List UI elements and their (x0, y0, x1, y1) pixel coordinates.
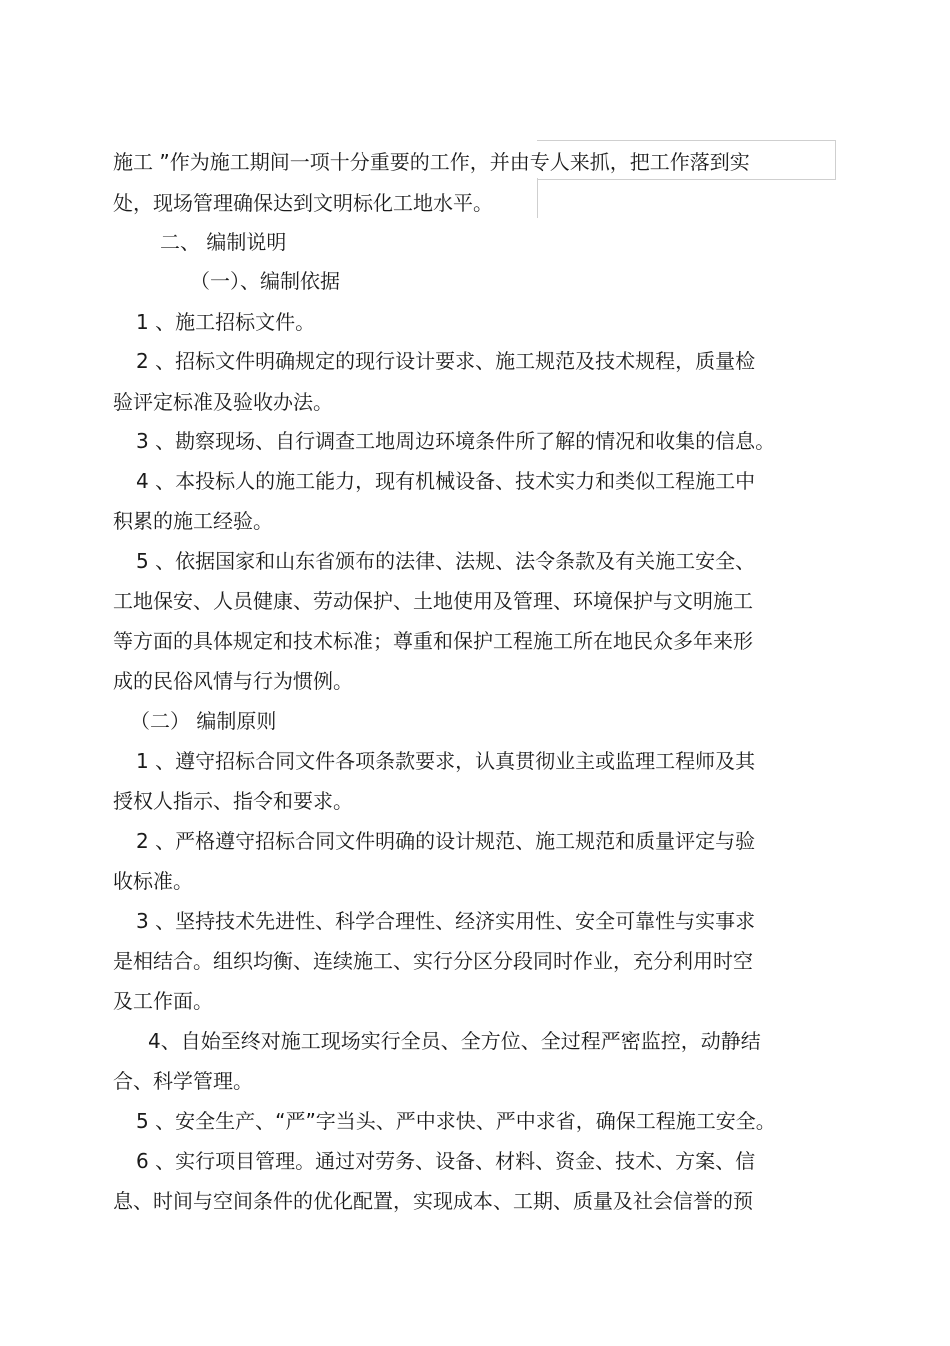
paragraph-line: 收标准。 (113, 869, 193, 893)
paragraph-line: 施工 ”作为施工期间一项十分重要的工作，并由专人来抓，把工作落到实 (113, 150, 750, 174)
list-item: 1 、施工招标文件。 (136, 310, 316, 334)
paragraph-line: 工地保安、人员健康、劳动保护、土地使用及管理、环境保护与文明施工 (113, 589, 753, 613)
paragraph-line: 积累的施工经验。 (113, 509, 273, 533)
subsection-heading: （一）、编制依据 (190, 269, 340, 293)
paragraph-line: 是相结合。组织均衡、连续施工、实行分区分段同时作业，充分利用时空 (113, 949, 753, 973)
frame-line (537, 178, 538, 218)
paragraph-line: 验评定标准及验收办法。 (113, 390, 333, 414)
list-item: 4 、本投标人的施工能力，现有机械设备、技术实力和类似工程施工中 (136, 469, 756, 493)
section-heading: 二、 编制说明 (160, 230, 287, 254)
list-item: 5 、依据国家和山东省颁布的法律、法规、法令条款及有关施工安全、 (136, 549, 756, 573)
list-item: 5 、安全生产、“严”字当头、严中求快、严中求省，确保工程施工安全。 (136, 1109, 776, 1133)
list-item: 3 、勘察现场、自行调查工地周边环境条件所了解的情况和收集的信息。 (136, 429, 776, 453)
list-item: 1 、遵守招标合同文件各项条款要求，认真贯彻业主或监理工程师及其 (136, 749, 756, 773)
paragraph-line: 成的民俗风情与行为惯例。 (113, 669, 353, 693)
list-item: 4、自始至终对施工现场实行全员、全方位、全过程严密监控，动静结 (148, 1029, 761, 1053)
paragraph-line: 授权人指示、指令和要求。 (113, 789, 353, 813)
list-item: 3 、坚持技术先进性、科学合理性、经济实用性、安全可靠性与实事求 (136, 909, 756, 933)
paragraph-line: 息、时间与空间条件的优化配置，实现成本、工期、质量及社会信誉的预 (113, 1189, 753, 1213)
paragraph-line: 及工作面。 (113, 989, 213, 1013)
list-item: 2 、严格遵守招标合同文件明确的设计规范、施工规范和质量评定与验 (136, 829, 756, 853)
paragraph-line: 合、科学管理。 (113, 1069, 253, 1093)
paragraph-line: 等方面的具体规定和技术标准；尊重和保护工程施工所在地民众多年来形 (113, 629, 753, 653)
paragraph-line: 处，现场管理确保达到文明标化工地水平。 (113, 191, 493, 215)
list-item: 6 、实行项目管理。通过对劳务、设备、材料、资金、技术、方案、信 (136, 1149, 756, 1173)
list-item: 2 、招标文件明确规定的现行设计要求、施工规范及技术规程，质量检 (136, 349, 756, 373)
subsection-heading: （二） 编制原则 (130, 709, 277, 733)
